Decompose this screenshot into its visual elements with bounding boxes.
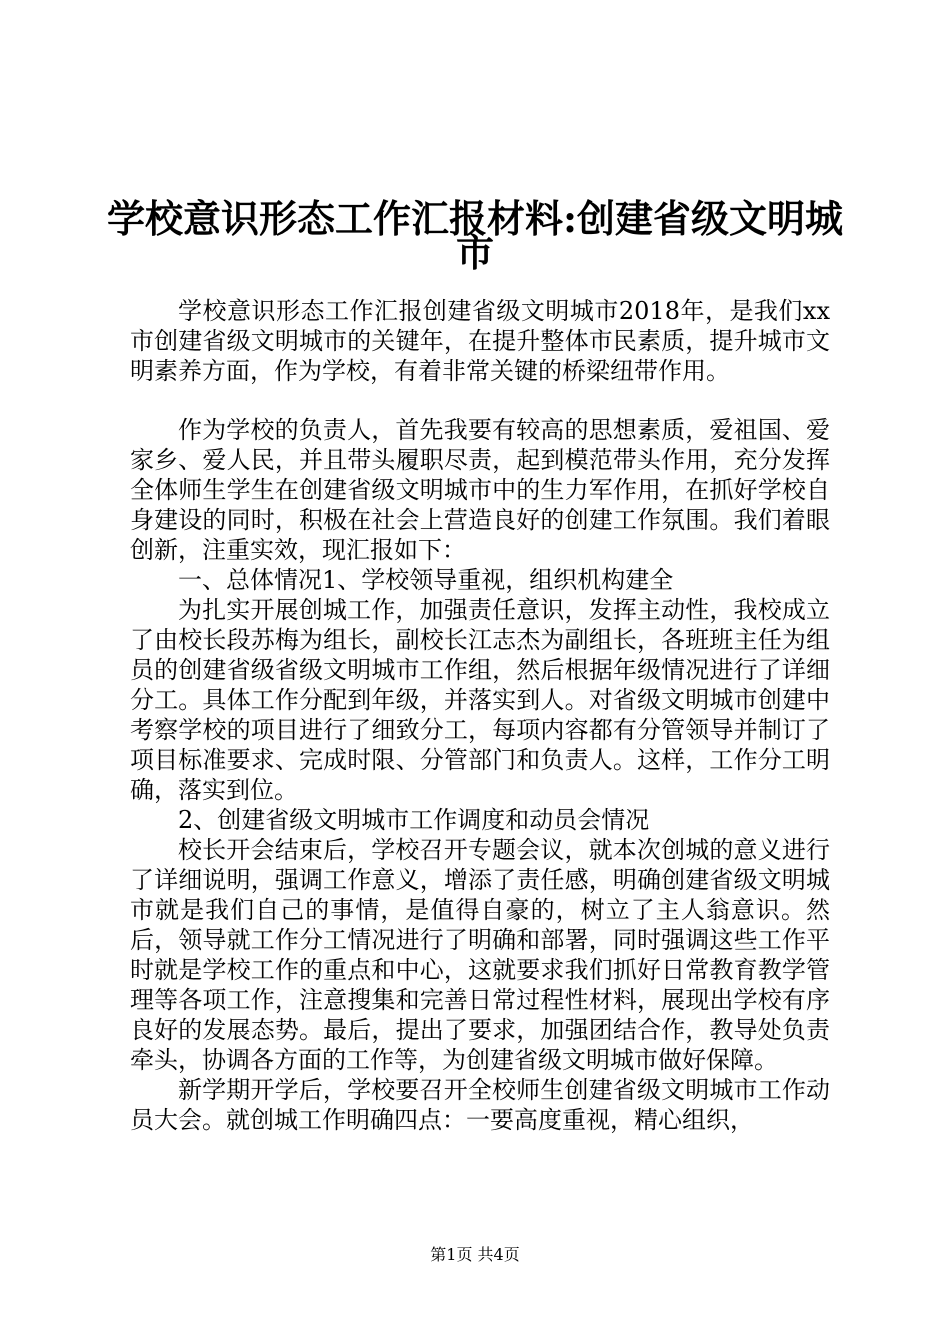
- paragraph-responsibility: 作为学校的负责人，首先我要有较高的思想素质，爱祖国、爱家乡、爱人民，并且带头履职尽责，起到模范带头作用，充分发挥全体师生学生在创建省级文明城市中的生力军作用，在抓好学校自身建设的同时，积极在社会上营造良好的创建工作氛围。我们着眼创新，注重实效，现汇报如下：: [130, 416, 830, 564]
- page-title-line-2: 市: [455, 230, 494, 275]
- paragraph-organization: 为扎实开展创城工作，加强责任意识，发挥主动性，我校成立了由校长段苏梅为组长，副校长江志杰为副组长，各班班主任为组员的创建省级省级文明城市工作组，然后根据年级情况进行了详细分工。具体工作分配到年级，并落实到人。对省级文明城市创建中考察学校的项目进行了细致分工，每项内容都有分管领导并制订了项目标准要求、完成时限、分管部门和负责人。这样，工作分工明确，落实到位。: [130, 596, 830, 804]
- paragraph-new-semester: 新学期开学后，学校要召开全校师生创建省级文明城市工作动员大会。就创城工作明确四点：一要高度重视，精心组织，: [130, 1076, 830, 1134]
- page-number-footer: 第1页 共4页: [430, 1245, 520, 1264]
- document-body: [130, 296, 830, 1135]
- page-title-line-1: 学校意识形态工作汇报材料:创建省级文明城: [106, 196, 844, 241]
- paragraph-meeting: 校长开会结束后，学校召开专题会议，就本次创城的意义进行了详细说明，强调工作意义，增添了责任感，明确创建省级文明城市就是我们自己的事情，是值得自豪的，树立了主人翁意识。然后，领导就工作分工情况进行了明确和部署，同时强调这些工作平时就是学校工作的重点和中心，这就要求我们抓好日常教育教学管理等各项工作，注意搜集和完善日常过程性材料，展现出学校有序良好的发展态势。最后，提出了要求，加强团结合作，教导处负责牵头，协调各方面的工作等，为创建省级文明城市做好保障。: [130, 836, 830, 1074]
- paragraph-intro: 学校意识形态工作汇报创建省级文明城市2018年，是我们xx市创建省级文明城市的关键年，在提升整体市民素质，提升城市文明素养方面，作为学校，有着非常关键的桥梁纽带作用。: [130, 297, 830, 385]
- section-heading-mobilization: 2、创建省级文明城市工作调度和动员会情况: [178, 806, 650, 834]
- section-heading-overview: 一、总体情况1、学校领导重视，组织机构建全: [178, 566, 674, 594]
